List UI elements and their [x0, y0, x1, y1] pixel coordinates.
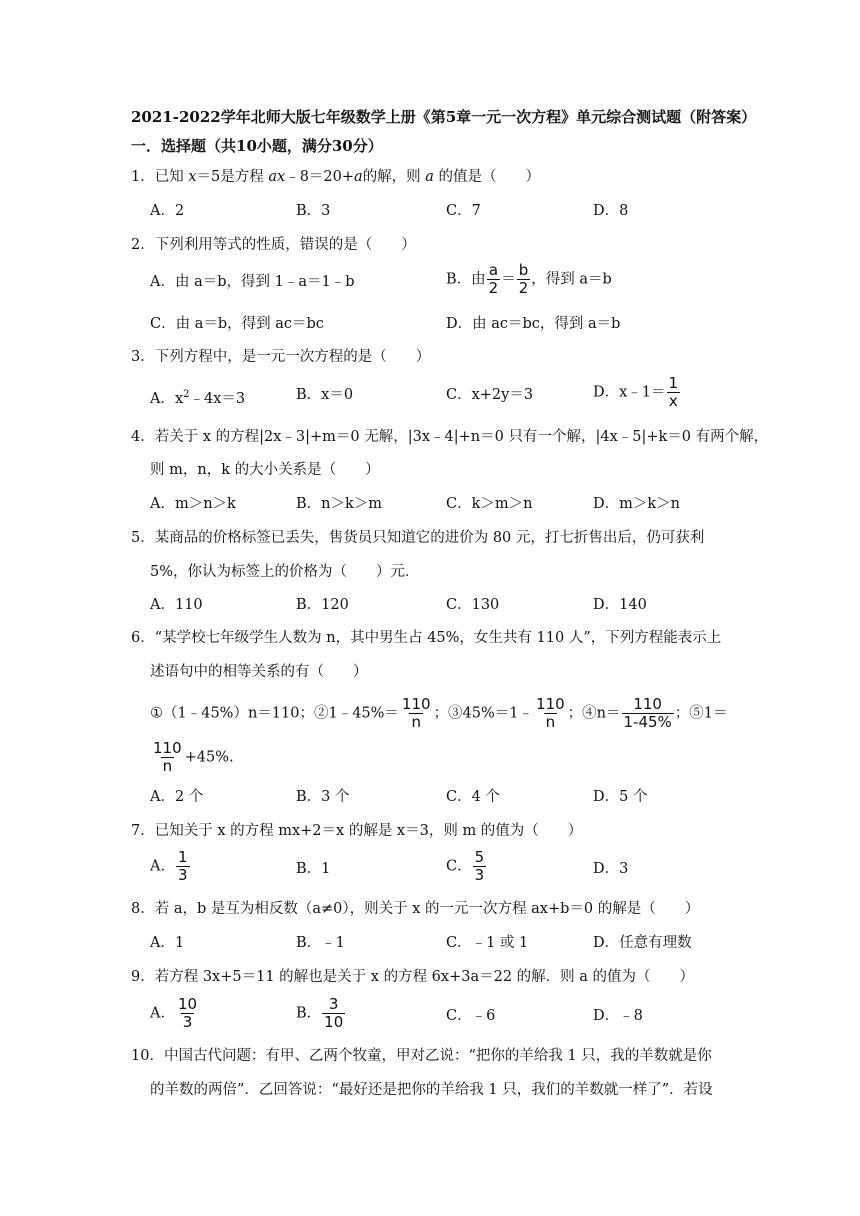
question-7-stem: 7．已知关于 x 的方程 mx+2＝x 的解是 x＝3，则 m 的值为（ ）	[131, 823, 583, 839]
question-7-option-d: D．3	[593, 861, 629, 877]
question-9-option-c: C．﹣6	[446, 1008, 496, 1024]
question-3-stem: 3．下列方程中，是一元一次方程的是（ ）	[131, 349, 431, 365]
question-5-stem-line-2: 5%，你认为标签上的价格为（ ）元．	[150, 564, 420, 580]
question-9-option-b: B． $\frac{3}{10}$	[296, 995, 344, 1031]
question-2-option-b: B．由 $\frac{a}{2}$ ＝ $\frac{b}{2}$ ，得到 a＝b	[446, 261, 612, 297]
question-1-option-a: A．2	[150, 203, 185, 219]
question-4-option-a: A．m＞n＞k	[150, 496, 236, 512]
question-8-option-a: A．1	[150, 935, 185, 951]
question-8-option-d: D．任意有理数	[593, 935, 692, 951]
question-4-option-b: B．n＞k＞m	[296, 496, 383, 512]
question-8-option-c: C．﹣1 或 1	[446, 935, 529, 951]
fraction: $\frac{1}{x}$	[668, 374, 679, 410]
fraction: $\frac{a}{2}$	[488, 261, 499, 297]
question-4-option-d: D．m＞k＞n	[593, 496, 680, 512]
question-7-option-c: C． $\frac{5}{3}$	[446, 848, 485, 884]
question-3-option-c: C．x+2y＝3	[446, 387, 534, 403]
fraction: $\frac{110}{n}$	[401, 695, 431, 731]
question-6-stem-line-1: 6．“某学校七年级学生人数为 n，其中男生占 45%，女生共有 110 人”，下列方程能表示上	[131, 630, 722, 646]
question-5-option-a: A．110	[150, 597, 203, 613]
section-heading: 一．选择题（共10小题，满分30分）	[131, 137, 383, 155]
question-6-equations-line-2: $\frac{110}{n}$ +45%.	[153, 739, 234, 775]
question-2-option-d: D．由 ac＝bc，得到 a＝b	[446, 316, 621, 332]
fraction: $\frac{b}{2}$	[518, 261, 529, 297]
question-9-stem: 9．若方程 3x+5＝11 的解也是关于 x 的方程 6x+3a＝22 的解．则 a 的值为（ ）	[131, 969, 695, 985]
question-5-option-b: B．120	[296, 597, 349, 613]
question-6-option-b: B．3 个	[296, 789, 350, 805]
fraction: $\frac{3}{10}$	[324, 995, 344, 1031]
question-1-option-b: B．3	[296, 203, 331, 219]
question-9-option-a: A． $\frac{10}{3}$	[150, 995, 198, 1031]
question-6-stem-line-2: 述语句中的相等关系的有（ ）	[150, 664, 368, 680]
question-4-stem-line-1: 4．若关于 x 的方程|2x﹣3|+m＝0 无解，|3x﹣4|+n＝0 只有一个解，|4x﹣5|+k＝0 有两个解，	[131, 429, 769, 445]
fraction: $\frac{110}{n}$	[153, 739, 182, 775]
question-1-stem: 1．已知 x＝5是方程 ax﹣8＝20+a的解，则 a 的值是（ ）	[131, 169, 541, 185]
question-5-stem-line-1: 5．某商品的价格标签已丢失，售货员只知道它的进价为 80 元，打七折售出后，仍可获利	[131, 530, 705, 546]
fraction: $\frac{110}{1-45\%}$	[623, 695, 672, 731]
question-2-stem: 2．下列利用等式的性质，错误的是（ ）	[131, 237, 416, 253]
document-title: 2021-2022学年北师大版七年级数学上册《第5章一元一次方程》单元综合测试题（附答案）	[131, 108, 757, 126]
fraction: $\frac{5}{3}$	[474, 848, 485, 884]
question-5-option-c: C．130	[446, 597, 500, 613]
question-4-stem-line-2: 则 m，n，k 的大小关系是（ ）	[150, 462, 380, 478]
question-9-option-d: D．﹣8	[593, 1008, 643, 1024]
question-10-stem-line-2: 的羊数的两倍”．乙回答说：“最好还是把你的羊给我 1 只，我们的羊数就一样了”．若设	[150, 1082, 713, 1098]
question-2-option-a: A．由 a＝b，得到 1﹣a＝1﹣b	[150, 274, 355, 290]
question-3-option-a: A．$x^2﹣4x=3$	[150, 389, 246, 407]
question-8-option-b: B．﹣1	[296, 935, 345, 951]
question-7-option-a: A． $\frac{1}{3}$	[150, 848, 188, 884]
question-6-option-a: A．2 个	[150, 789, 204, 805]
fraction: $\frac{1}{3}$	[177, 848, 188, 884]
question-1-option-c: C．7	[446, 203, 481, 219]
question-6-option-c: C．4 个	[446, 789, 500, 805]
question-5-option-d: D．140	[593, 597, 647, 613]
fraction: $\frac{110}{n}$	[536, 695, 565, 731]
question-6-equations-line-1: ①（1﹣45%）n＝110；②1﹣45%＝ $\frac{110}{n}$ ；③45%＝1﹣ $\frac{110}{n}$ ；④n＝ $\frac{110}{1-45\%}$ ；⑤1＝	[150, 695, 728, 731]
question-1-option-d: D．8	[593, 203, 629, 219]
question-4-option-c: C．k＞m＞n	[446, 496, 533, 512]
question-10-stem-line-1: 10．中国古代问题：有甲、乙两个牧童，甲对乙说：“把你的羊给我 1 只，我的羊数就是你	[131, 1048, 712, 1064]
question-6-option-d: D．5 个	[593, 789, 648, 805]
question-3-option-d: D．x﹣1＝ $\frac{1}{x}$	[593, 374, 679, 410]
question-8-stem: 8．若 a，b 是互为相反数（a≠0），则关于 x 的一元一次方程 ax+b＝0 的解是（ ）	[131, 901, 700, 917]
question-7-option-b: B．1	[296, 861, 331, 877]
question-3-option-b: B．x＝0	[296, 387, 354, 403]
fraction: $\frac{10}{3}$	[177, 995, 198, 1031]
question-2-option-c: C．由 a＝b，得到 ac＝bc	[150, 316, 324, 332]
